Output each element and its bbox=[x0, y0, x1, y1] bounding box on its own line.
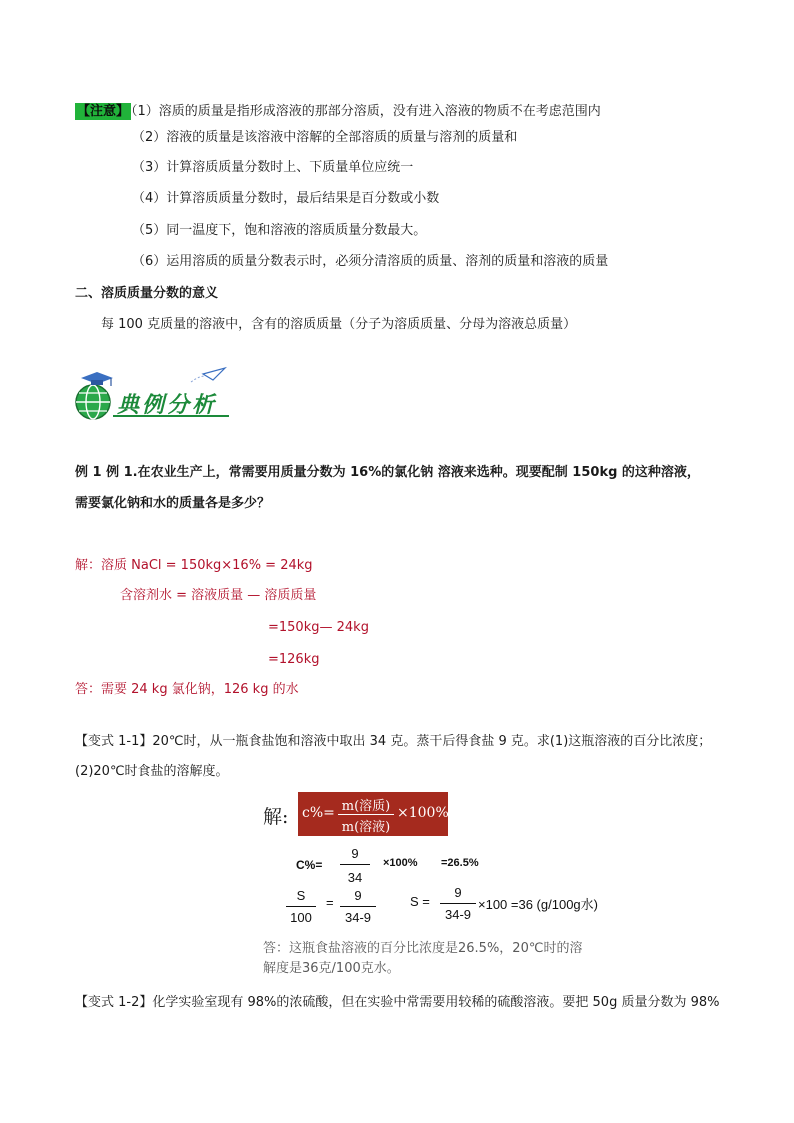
example1-solution-line1: 解：溶质 NaCl = 150kg×16% = 24kg bbox=[75, 558, 313, 573]
formula-box bbox=[298, 792, 448, 836]
c-denominator: 34 bbox=[347, 870, 363, 885]
formula-tail: ×100% bbox=[397, 805, 449, 821]
example1-answer: 答：需要 24 kg 氯化钠，126 kg 的水 bbox=[75, 682, 299, 697]
s3-numerator: 9 bbox=[454, 885, 462, 900]
formula-fraction-bar bbox=[338, 814, 394, 815]
s-label: S = bbox=[410, 894, 430, 909]
s-numerator: S bbox=[296, 888, 306, 903]
s-denominator: 100 bbox=[290, 910, 312, 925]
example1-solution-line3: =150kg— 24kg bbox=[268, 620, 369, 635]
banner-title: 典例分析 bbox=[117, 393, 218, 418]
example1-solution-line4: =126kg bbox=[268, 652, 320, 667]
notes-item-4: （4）计算溶质质量分数时，最后结果是百分数或小数 bbox=[132, 191, 440, 206]
c-times: ×100% bbox=[383, 857, 418, 869]
s2-denominator: 34-9 bbox=[344, 910, 372, 925]
example1-question-line2: 需要氯化钠和水的质量各是多少？ bbox=[75, 496, 271, 511]
variant1-1-answer-line2: 解度是36克/100克水。 bbox=[263, 961, 400, 976]
notes-line-1 bbox=[75, 102, 601, 122]
s2-fraction-bar bbox=[340, 906, 376, 907]
example-banner bbox=[73, 366, 233, 424]
s-equals: = bbox=[326, 895, 334, 910]
s-fraction-bar bbox=[286, 906, 316, 907]
formula-lhs: c%= bbox=[302, 805, 335, 821]
notes-item-5: （5）同一温度下，饱和溶液的溶质质量分数最大。 bbox=[132, 223, 427, 238]
section2-body: 每 100 克质量的溶液中，含有的溶质质量（分子为溶质质量、分母为溶液总质量） bbox=[101, 317, 577, 332]
variant1-1-sol-label: 解: bbox=[263, 806, 289, 828]
c-result: =26.5% bbox=[441, 857, 479, 869]
c-fraction-bar bbox=[340, 864, 370, 865]
s-tail: ×100 =36 (g/100g水) bbox=[478, 897, 598, 912]
s3-fraction-bar bbox=[440, 903, 476, 904]
formula-denominator: m(溶液) bbox=[341, 820, 391, 835]
variant1-1-text: 【变式 1-1】20℃时，从一瓶食盐饱和溶液中取出 34 克。蒸干后得食盐 9 克。求(1)这瓶溶液的百分比浓度； bbox=[75, 734, 712, 749]
c-label: C%= bbox=[296, 858, 323, 872]
s2-numerator: 9 bbox=[354, 888, 362, 903]
notes-badge: 【注意】 bbox=[77, 104, 130, 119]
example1-solution-line2: 含溶剂水 = 溶液质量 — 溶质质量 bbox=[120, 588, 317, 603]
notes-item-2: （2）溶液的质量是该溶液中溶解的全部溶质的质量与溶剂的质量和 bbox=[132, 130, 518, 145]
notes-item-3: （3）计算溶质质量分数时上、下质量单位应统一 bbox=[132, 160, 414, 175]
formula-numerator: m(溶质) bbox=[341, 799, 391, 814]
s3-denominator: 34-9 bbox=[444, 907, 472, 922]
c-numerator: 9 bbox=[351, 846, 359, 861]
notes-item-1: （1）溶质的质量是指形成溶液的那部分溶质，没有进入溶液的物质不在考虑范围内 bbox=[131, 104, 601, 119]
variant1-2-line1: 【变式 1-2】化学实验室现有 98%的浓硫酸，但在实验中常需要用较稀的硫酸溶液。要把 50g 质量分数为 98% bbox=[75, 995, 720, 1010]
notes-item-6: （6）运用溶质的质量分数表示时，必须分清溶质的质量、溶剂的质量和溶液的质量 bbox=[132, 254, 609, 269]
example1-question-line1: 例 1 例 1.在农业生产上，常需要用质量分数为 16%的氯化钠 溶液来选种。现要配制 150kg 的这种溶液， bbox=[75, 465, 700, 480]
variant1-1-answer-line1: 答：这瓶食盐溶液的百分比浓度是26.5%，20℃时的溶 bbox=[263, 941, 583, 956]
variant1-1-line1 bbox=[75, 732, 711, 752]
section2-heading: 二、溶质质量分数的意义 bbox=[75, 286, 219, 301]
variant1-1-line2: (2)20℃时食盐的溶解度。 bbox=[75, 764, 229, 779]
